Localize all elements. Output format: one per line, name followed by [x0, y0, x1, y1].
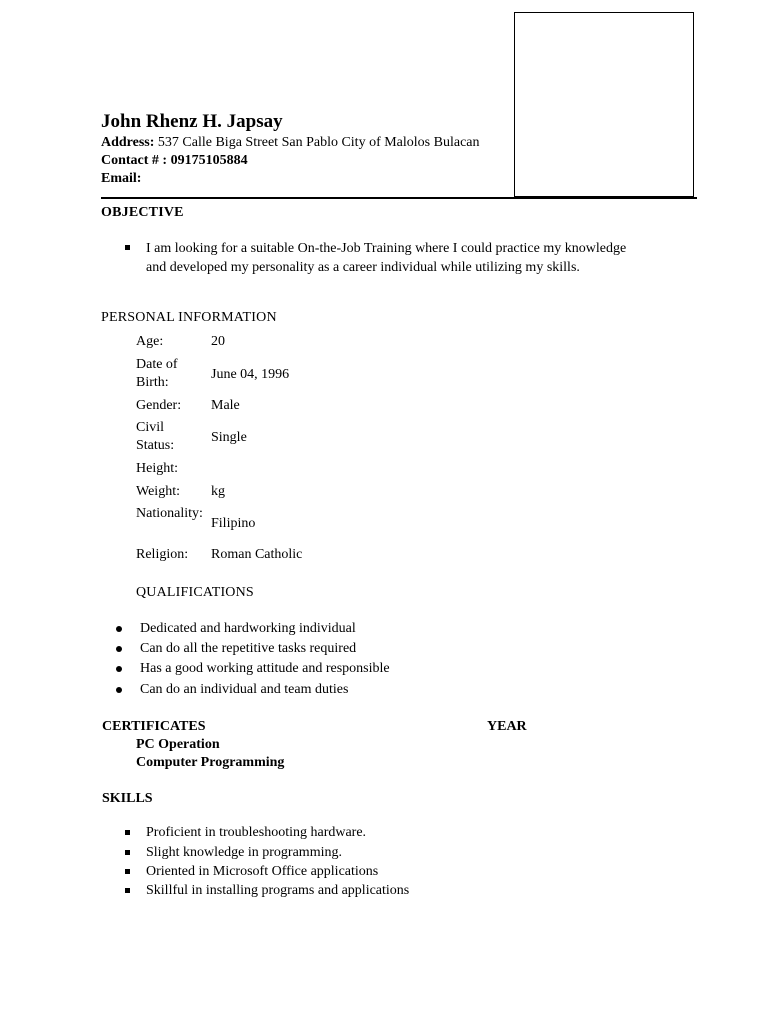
qualification-item: Can do an individual and team duties [140, 682, 349, 697]
address-label: Address: [101, 135, 155, 150]
skill-bullet-icon [125, 830, 130, 835]
skill-item: Oriented in Microsoft Office applications [146, 864, 379, 879]
skill-item: Skillful in installing programs and applications [146, 883, 410, 898]
contact-value: 09175105884 [167, 153, 248, 168]
qualification-bullet-icon [116, 687, 122, 693]
qualification-item: Dedicated and hardworking individual [140, 621, 356, 636]
certificates-heading: CERTIFICATES [102, 719, 206, 734]
pi-value-age: 20 [211, 334, 225, 349]
pi-label-nationality: Nationality: [136, 506, 203, 521]
qualification-bullet-icon [116, 646, 122, 652]
pi-value-dob: June 04, 1996 [211, 367, 290, 382]
photo-placeholder [514, 12, 694, 197]
objective-bullet-icon [125, 245, 130, 250]
qualification-bullet-icon [116, 626, 122, 632]
pi-label-gender: Gender: [136, 398, 182, 413]
address-value: 537 Calle Biga Street San Pablo City of Malolos Bulacan [154, 135, 480, 150]
pi-label-dob: Date of Birth: [136, 357, 178, 390]
pi-value-civil-status: Single [211, 430, 247, 445]
skill-bullet-icon [125, 850, 130, 855]
pi-label-height: Height: [136, 461, 178, 476]
qualification-item: Has a good working attitude and responsible [140, 661, 390, 676]
pi-label-age: Age: [136, 334, 164, 349]
contact-label: Contact # : [101, 153, 168, 168]
objective-heading: OBJECTIVE [101, 205, 184, 220]
qualification-item: Can do all the repetitive tasks required [140, 641, 357, 656]
applicant-name: John Rhenz H. Japsay [101, 111, 283, 132]
objective-line-2: and developed my personality as a career individual while utilizing my skills. [146, 260, 580, 275]
objective-line-1: I am looking for a suitable On-the-Job Training where I could practice my knowledge [146, 241, 627, 256]
pi-label-civil-status: Civil Status: [136, 420, 175, 453]
pi-label-religion: Religion: [136, 547, 189, 562]
skills-heading: SKILLS [102, 791, 153, 806]
certificate-item: PC Operation [136, 737, 220, 752]
pi-value-weight: kg [211, 484, 225, 499]
header-divider [101, 197, 697, 199]
certificate-item: Computer Programming [136, 755, 285, 770]
pi-value-gender: Male [211, 398, 240, 413]
pi-value-nationality: Filipino [211, 516, 256, 531]
qualification-bullet-icon [116, 666, 122, 672]
skill-bullet-icon [125, 869, 130, 874]
contact-line [101, 153, 248, 169]
skill-item: Slight knowledge in programming. [146, 845, 342, 860]
skill-item: Proficient in troubleshooting hardware. [146, 825, 367, 840]
year-heading: YEAR [487, 719, 527, 734]
address-line [101, 135, 480, 151]
objective-text [146, 239, 686, 277]
qualifications-heading: QUALIFICATIONS [136, 585, 254, 600]
pi-value-religion: Roman Catholic [211, 547, 303, 562]
email-label: Email: [101, 171, 142, 186]
pi-label-weight: Weight: [136, 484, 180, 499]
skill-bullet-icon [125, 888, 130, 893]
personal-info-heading: PERSONAL INFORMATION [101, 310, 277, 325]
